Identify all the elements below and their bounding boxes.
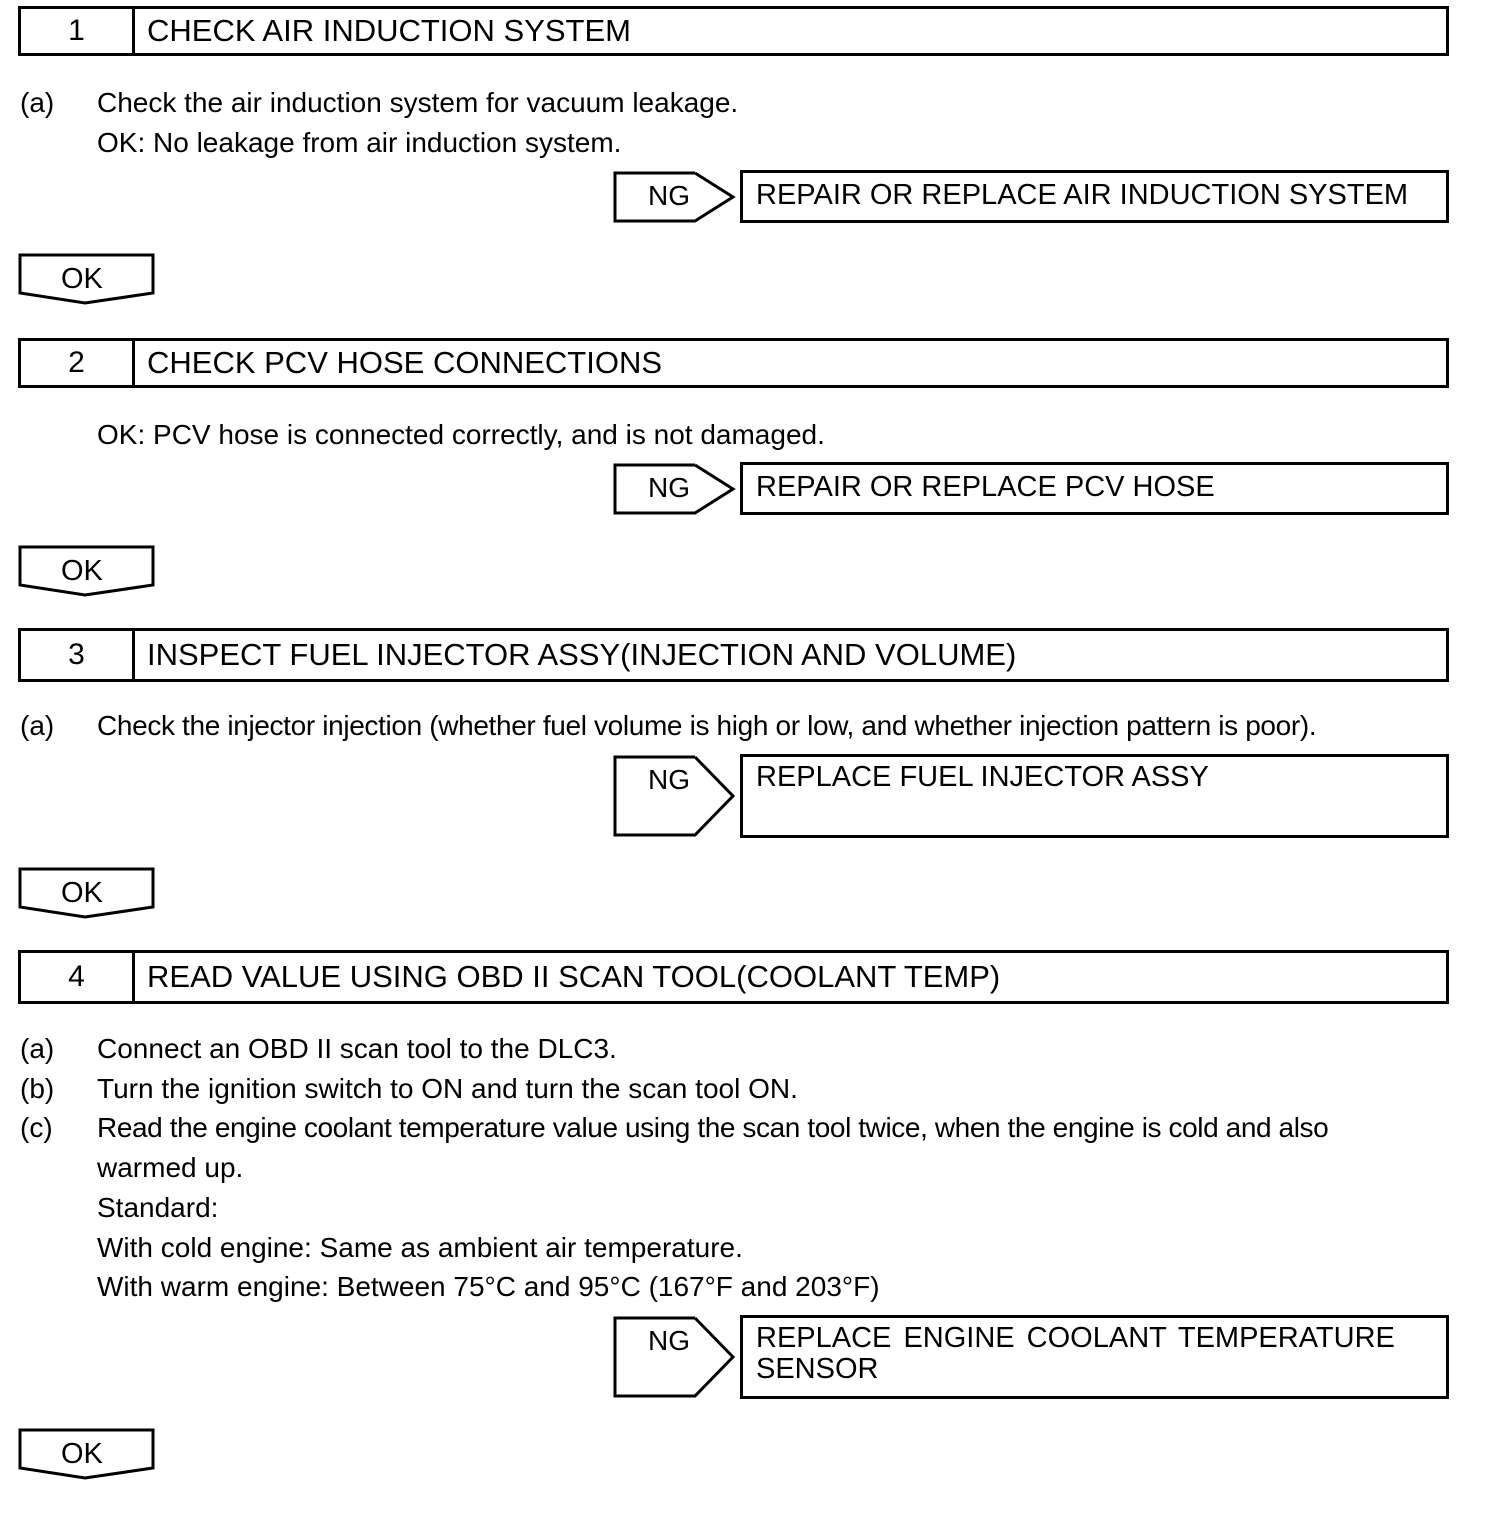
step-3-header <box>18 628 1449 682</box>
step-number: 3 <box>21 631 135 679</box>
step-number: 2 <box>21 341 135 385</box>
instruction-text: warmed up. <box>97 1152 244 1183</box>
item-label: (a) <box>20 710 55 741</box>
step-title: INSPECT FUEL INJECTOR ASSY(INJECTION AND VOLUME) <box>147 637 1017 672</box>
ng-result-text: REPAIR OR REPLACE PCV HOSE <box>756 471 1215 503</box>
instruction-text: Turn the ignition switch to ON and turn the scan tool ON. <box>97 1073 798 1104</box>
ng-label: NG <box>648 764 690 795</box>
instruction-text: Read the engine coolant temperature value using the scan tool twice, when the engine is cold and also <box>97 1112 1329 1143</box>
ng-result-box <box>740 170 1449 223</box>
step-2-header <box>18 338 1449 388</box>
item-label: (b) <box>20 1073 55 1104</box>
standard-label: Standard: <box>97 1192 219 1223</box>
step-4-header <box>18 950 1449 1004</box>
step-title: CHECK AIR INDUCTION SYSTEM <box>147 13 631 48</box>
ng-label: NG <box>648 472 690 503</box>
ng-result-box <box>740 1315 1449 1399</box>
step-number: 1 <box>21 9 135 53</box>
item-label: (a) <box>20 87 55 118</box>
ng-result-box <box>740 754 1449 838</box>
ng-result-text: REPLACE FUEL INJECTOR ASSY <box>756 761 1209 793</box>
ok-label: OK <box>61 877 103 909</box>
item-label: (c) <box>20 1112 53 1143</box>
instruction-text: Connect an OBD II scan tool to the DLC3. <box>97 1033 617 1064</box>
instruction-text: Check the injector injection (whether fuel volume is high or low, and whether injection pattern is poor). <box>97 710 1317 741</box>
ng-label: NG <box>648 180 690 211</box>
instruction-text: Check the air induction system for vacuum leakage. <box>97 87 739 118</box>
step-number: 4 <box>21 953 135 1001</box>
ok-label: OK <box>61 263 103 295</box>
standard-warm-text: With warm engine: Between 75°C and 95°C (167°F and 203°F) <box>97 1271 880 1302</box>
step-title: READ VALUE USING OBD II SCAN TOOL(COOLANT TEMP) <box>147 959 1001 994</box>
standard-cold-text: With cold engine: Same as ambient air temperature. <box>97 1232 743 1263</box>
ng-label: NG <box>648 1325 690 1356</box>
ng-result-text: REPAIR OR REPLACE AIR INDUCTION SYSTEM <box>756 179 1409 211</box>
ng-result-text: SENSOR <box>756 1353 879 1385</box>
step-title: CHECK PCV HOSE CONNECTIONS <box>147 345 663 380</box>
ok-label: OK <box>61 1438 103 1470</box>
ok-criteria-text: OK: PCV hose is connected correctly, and is not damaged. <box>97 419 825 450</box>
ok-label: OK <box>61 555 103 587</box>
ng-result-text: REPLACE ENGINE COOLANT TEMPERATURE <box>756 1322 1395 1354</box>
step-1-header <box>18 6 1449 56</box>
ng-result-box <box>740 462 1449 515</box>
item-label: (a) <box>20 1033 55 1064</box>
ok-criteria-text: OK: No leakage from air induction system. <box>97 127 622 158</box>
